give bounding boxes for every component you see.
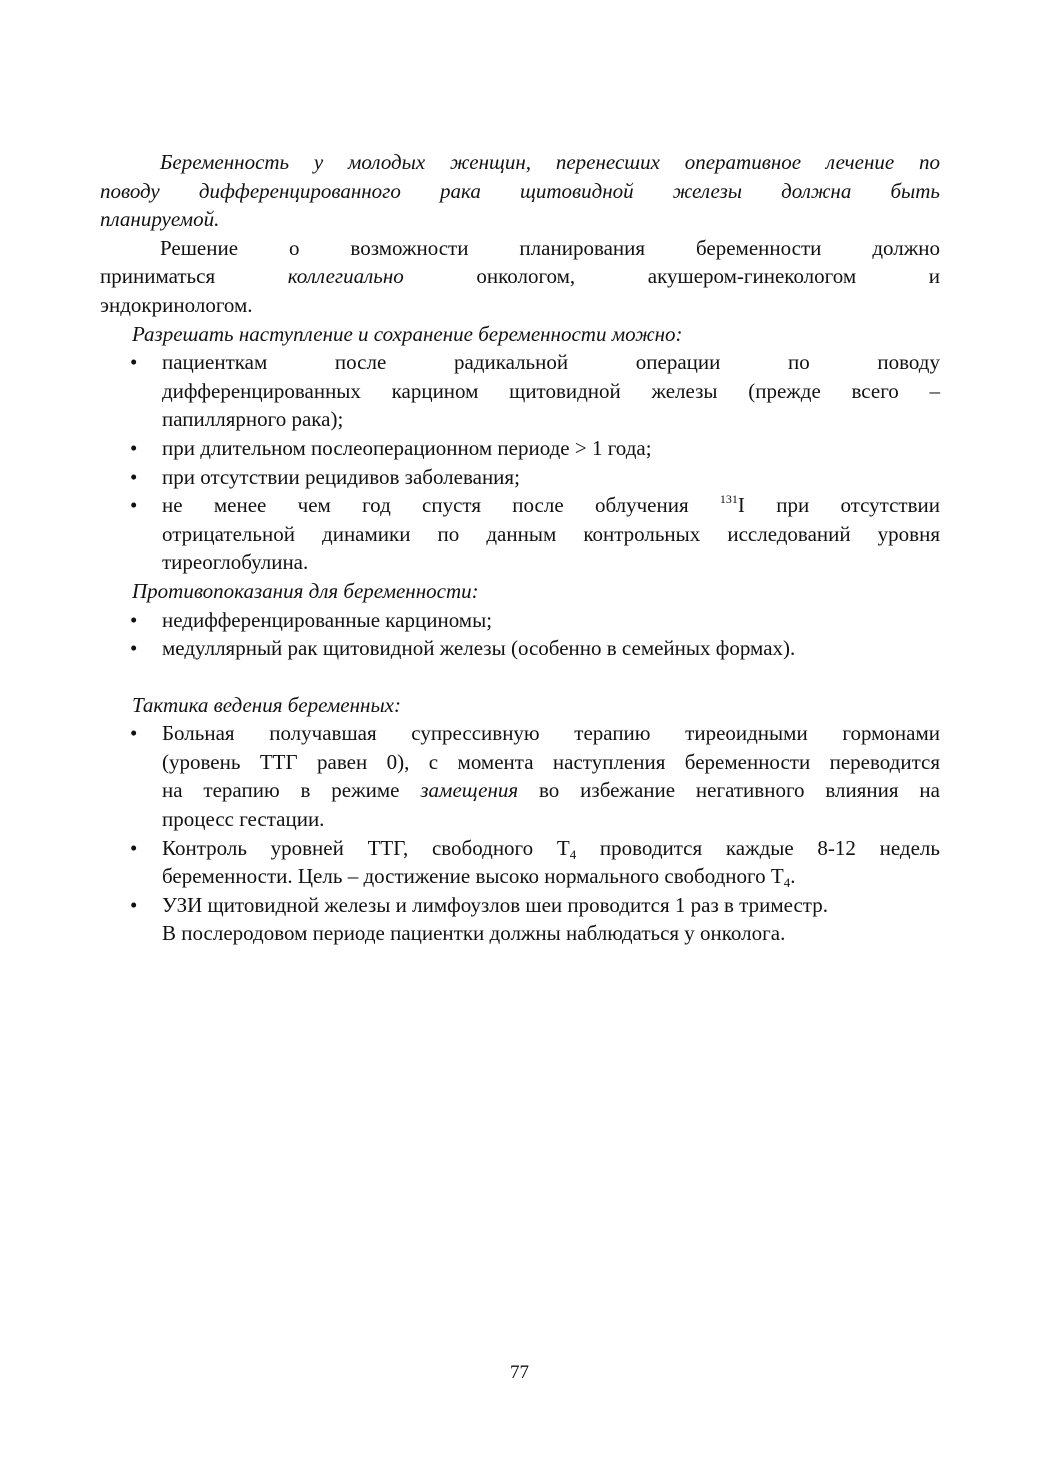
text-line: [162, 862, 940, 891]
paragraph-decision: [100, 234, 940, 320]
bullet-icon: •: [130, 636, 138, 661]
section-heading-tactics: Тактика ведения беременных:: [132, 692, 402, 717]
text-line: поводу дифференцированного рака щитовидной железы должна быть: [100, 178, 940, 203]
spacer: [100, 663, 940, 691]
text-fragment: приниматься: [100, 264, 288, 289]
bullet-icon: •: [130, 607, 138, 632]
text-line: при длительном послеоперационном периоде > 1 года;: [162, 435, 652, 460]
text-line: при отсутствии рецидивов заболевания;: [162, 464, 520, 489]
bullet-icon: •: [130, 435, 138, 460]
text-line: [162, 776, 940, 805]
text-line: [162, 491, 940, 520]
bullet-icon: •: [130, 721, 138, 746]
isotope-superscript: 131: [719, 492, 738, 507]
list-item: [100, 891, 940, 948]
list-item: [100, 434, 940, 463]
text-line: УЗИ щитовидной железы и лимфоузлов шеи проводится 1 раз в триместр.: [162, 892, 828, 917]
text-line: медуллярный рак щитовидной железы (особенно в семейных формах).: [162, 636, 796, 661]
emphasis-collegially: коллегиально: [287, 264, 404, 289]
list-item: [100, 634, 940, 663]
bullet-icon: •: [130, 835, 138, 860]
text-line: Больная получавшая супрессивную терапию тиреоидными гормонами: [162, 721, 940, 746]
list-item: [100, 606, 940, 635]
bullet-icon: •: [130, 350, 138, 375]
text-fragment: Контроль уровней ТТГ, свободного Т: [162, 835, 570, 860]
text-line: папиллярного рака);: [162, 407, 344, 432]
text-line: тиреоглобулина.: [162, 550, 309, 575]
section-heading-contraindications: Противопоказания для беременности:: [132, 578, 479, 603]
text-line: пациенткам после радикальной операции по поводу: [162, 350, 940, 375]
text-fragment: I при отсутствии: [737, 493, 940, 518]
text-fragment: беременности. Цель – достижение высоко нормального свободного Т: [162, 864, 784, 889]
subscript: 4: [783, 875, 791, 891]
text-line: [100, 262, 940, 291]
text-line: планируемой.: [100, 207, 220, 232]
bullet-icon: •: [130, 464, 138, 489]
text-line: [162, 834, 940, 863]
subscript: 4: [569, 846, 577, 862]
text-line: дифференцированных карцином щитовидной железы (прежде всего –: [162, 378, 940, 403]
list-item: [100, 348, 940, 434]
text-fragment: во избежание негативного влияния на: [518, 778, 940, 803]
text-fragment: .: [790, 864, 796, 889]
text-line: Решение о возможности планирования беременности должно: [160, 235, 940, 260]
text-fragment: онкологом, акушером-гинекологом и: [403, 264, 940, 289]
allowed-list: [100, 348, 940, 577]
section-heading-allowed: Разрешать наступление и сохранение беременности можно:: [132, 321, 683, 346]
list-item: [100, 491, 940, 577]
bullet-icon: •: [130, 493, 138, 518]
list-item: [100, 463, 940, 492]
text-line: недифференцированные карциномы;: [162, 607, 493, 632]
text-line: В послеродовом периоде пациентки должны наблюдаться у онколога.: [162, 921, 786, 946]
bullet-icon: •: [130, 892, 138, 917]
list-item: [100, 834, 940, 891]
text-line: (уровень ТТГ равен 0), с момента наступления беременности переводится: [162, 749, 940, 774]
paragraph-pregnancy-planning: [100, 148, 940, 234]
text-fragment: не менее чем год спустя после облучения: [162, 493, 720, 518]
text-fragment: проводится каждые 8-12 недель: [576, 835, 940, 860]
page-content: [100, 148, 940, 948]
text-line: отрицательной динамики по данным контрольных исследований уровня: [162, 521, 940, 546]
page-number: 77: [510, 1362, 529, 1383]
list-item: [100, 719, 940, 833]
contraindications-list: [100, 606, 940, 663]
text-line: эндокринологом.: [100, 292, 253, 317]
emphasis-replacement: замещения: [420, 778, 519, 803]
tactics-list: [100, 719, 940, 948]
text-line: Беременность у молодых женщин, перенесших оперативное лечение по: [160, 150, 940, 174]
text-line: процесс гестации.: [162, 807, 325, 832]
text-fragment: на терапию в режиме: [162, 778, 421, 803]
